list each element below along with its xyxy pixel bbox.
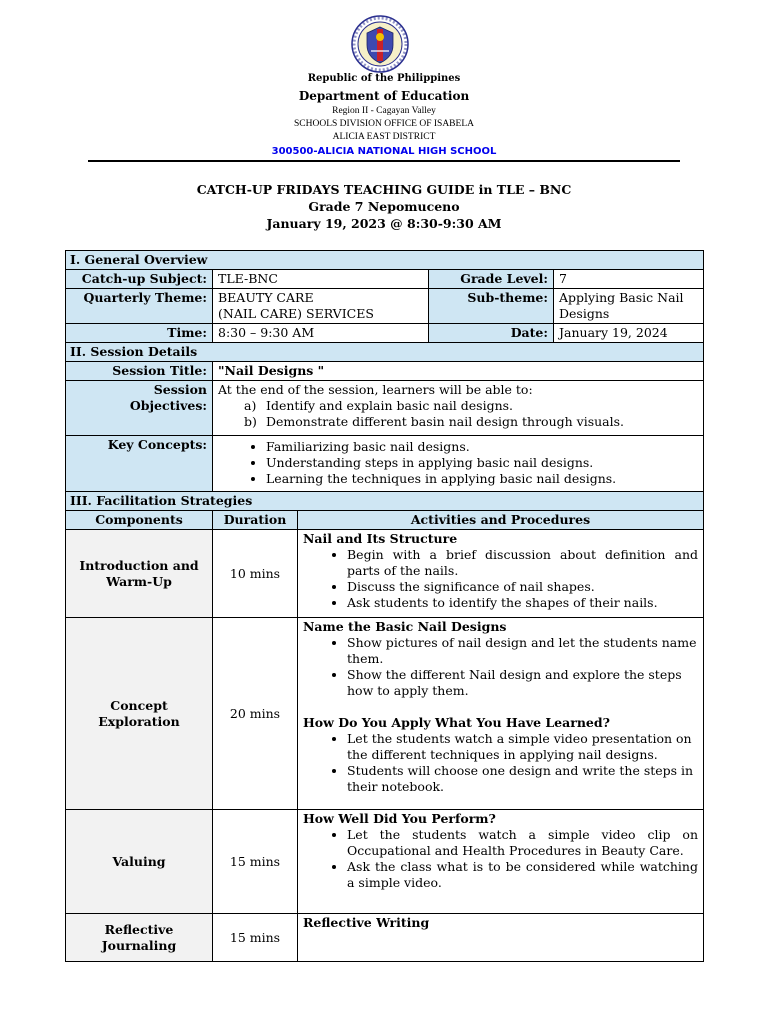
title-line-2: Grade 7 Nepomuceno: [308, 199, 460, 214]
objectives-label-line: Objectives:: [129, 398, 207, 413]
activities-cell: [298, 810, 704, 914]
title-line-3: January 19, 2023 @ 8:30-9:30 AM: [266, 216, 502, 231]
theme-line: (NAIL CARE) SERVICES: [218, 306, 374, 321]
subtheme-line: Designs: [559, 306, 610, 321]
component-line: Valuing: [112, 853, 166, 869]
duration-cell: 10 mins: [213, 530, 298, 618]
activities-cell: [298, 914, 704, 962]
teaching-guide-table: [65, 250, 704, 962]
activities-cell: [298, 618, 704, 810]
table-row: [66, 324, 704, 343]
list-text: Demonstrate different basin nail design through visuals.: [266, 414, 625, 429]
field-value: 7: [554, 270, 704, 289]
table-row: [66, 436, 704, 492]
list-item: • Let the students watch a simple video clip on Occupational and Health Procedures in Beauty Care.: [347, 827, 698, 859]
duration-cell: 20 mins: [213, 618, 298, 810]
document-title: [0, 181, 768, 232]
field-value: [554, 289, 704, 324]
field-value: January 19, 2024: [554, 324, 704, 343]
component-cell: [66, 618, 213, 810]
field-value: [213, 436, 704, 492]
table-row: [66, 362, 704, 381]
activities-cell: [298, 530, 704, 618]
region-line: Region II - Cagayan Valley: [332, 106, 436, 116]
component-cell: [66, 810, 213, 914]
section-heading: II. Session Details: [66, 343, 704, 362]
list-item: • Ask students to identify the shapes of their nails.: [347, 595, 698, 611]
field-value: 8:30 – 9:30 AM: [213, 324, 429, 343]
table-row: [66, 914, 704, 962]
list-item: • Familiarizing basic nail designs.: [266, 439, 698, 455]
duration-cell: 15 mins: [213, 810, 298, 914]
component-line: Concept: [110, 697, 168, 713]
objectives-label-line: Session: [153, 382, 207, 397]
list-item: • Let the students watch a simple video presentation on the different techniques in applying nail designs.: [347, 731, 698, 763]
objectives-intro: At the end of the session, learners will be able to:: [218, 382, 533, 397]
column-header: Duration: [213, 511, 298, 530]
component-cell: [66, 530, 213, 618]
activity-title: Reflective Writing: [303, 915, 430, 930]
section-heading: III. Facilitation Strategies: [66, 492, 704, 511]
field-label: Key Concepts:: [66, 436, 213, 492]
component-line: Journaling: [101, 937, 177, 953]
theme-line: BEAUTY CARE: [218, 290, 314, 305]
activity-list: [303, 827, 698, 891]
objectives-list: [218, 398, 698, 430]
field-value: "Nail Designs ": [213, 362, 704, 381]
section-heading: I. General Overview: [66, 251, 704, 270]
activity-title: Name the Basic Nail Designs: [303, 619, 507, 634]
activity-list: [303, 547, 698, 611]
field-label: Session Title:: [66, 362, 213, 381]
republic-line: Republic of the Philippines: [307, 73, 461, 84]
field-value: [213, 289, 429, 324]
school-line: 300500-ALICIA NATIONAL HIGH SCHOOL: [271, 146, 497, 157]
section-row: [66, 251, 704, 270]
division-line: SCHOOLS DIVISION OFFICE OF ISABELA: [294, 119, 474, 129]
field-label: Date:: [429, 324, 554, 343]
component-line: Exploration: [98, 713, 180, 729]
list-item: • Discuss the significance of nail shapes.: [347, 579, 698, 595]
activity-list: [303, 635, 698, 699]
field-label: [66, 381, 213, 436]
field-label: Catch-up Subject:: [66, 270, 213, 289]
title-line-1: CATCH-UP FRIDAYS TEACHING GUIDE in TLE – BNC: [196, 182, 572, 197]
field-value: TLE-BNC: [213, 270, 429, 289]
duration-cell: 15 mins: [213, 914, 298, 962]
list-item: • Begin with a brief discussion about definition and parts of the nails.: [347, 547, 698, 579]
list-item: • Understanding steps in applying basic nail designs.: [266, 455, 698, 471]
activity-title: Nail and Its Structure: [303, 531, 458, 546]
column-header-row: [66, 511, 704, 530]
table-row: [66, 270, 704, 289]
field-label: Time:: [66, 324, 213, 343]
list-item: • Show the different Nail design and explore the steps how to apply them.: [347, 667, 698, 699]
list-item: • Show pictures of nail design and let the students name them.: [347, 635, 698, 667]
field-value: [213, 381, 704, 436]
field-label: Quarterly Theme:: [66, 289, 213, 324]
component-line: Warm-Up: [106, 573, 172, 589]
concepts-list: [218, 439, 698, 487]
activity-title: How Do You Apply What You Have Learned?: [303, 715, 610, 730]
activity-title: How Well Did You Perform?: [303, 811, 496, 826]
header-divider: [88, 160, 680, 162]
activity-list: [303, 731, 698, 795]
list-marker: a): [244, 398, 257, 413]
list-text: Identify and explain basic nail designs.: [266, 398, 514, 413]
field-label: Grade Level:: [429, 270, 554, 289]
department-line: Department of Education: [298, 89, 470, 103]
table-row: [66, 618, 704, 810]
list-item: • Learning the techniques in applying basic nail designs.: [266, 471, 698, 487]
table-row: [66, 381, 704, 436]
section-row: [66, 343, 704, 362]
list-marker: b): [244, 414, 257, 429]
list-item: • Ask the class what is to be considered while watching a simple video.: [347, 859, 698, 891]
list-item: [244, 398, 698, 414]
spacer: [303, 699, 698, 715]
section-row: [66, 492, 704, 511]
column-header: Activities and Procedures: [298, 511, 704, 530]
subtheme-line: Applying Basic Nail: [559, 290, 684, 305]
list-item: [244, 414, 698, 430]
table-row: [66, 289, 704, 324]
district-line: ALICIA EAST DISTRICT: [332, 132, 436, 142]
table-row: [66, 810, 704, 914]
component-cell: [66, 914, 213, 962]
field-label: Sub-theme:: [429, 289, 554, 324]
deped-seal-icon: [351, 15, 409, 73]
column-header: Components: [66, 511, 213, 530]
component-line: Reflective: [104, 921, 174, 937]
list-item: • Students will choose one design and write the steps in their notebook.: [347, 763, 698, 795]
table-row: [66, 530, 704, 618]
component-line: Introduction and: [79, 557, 199, 573]
